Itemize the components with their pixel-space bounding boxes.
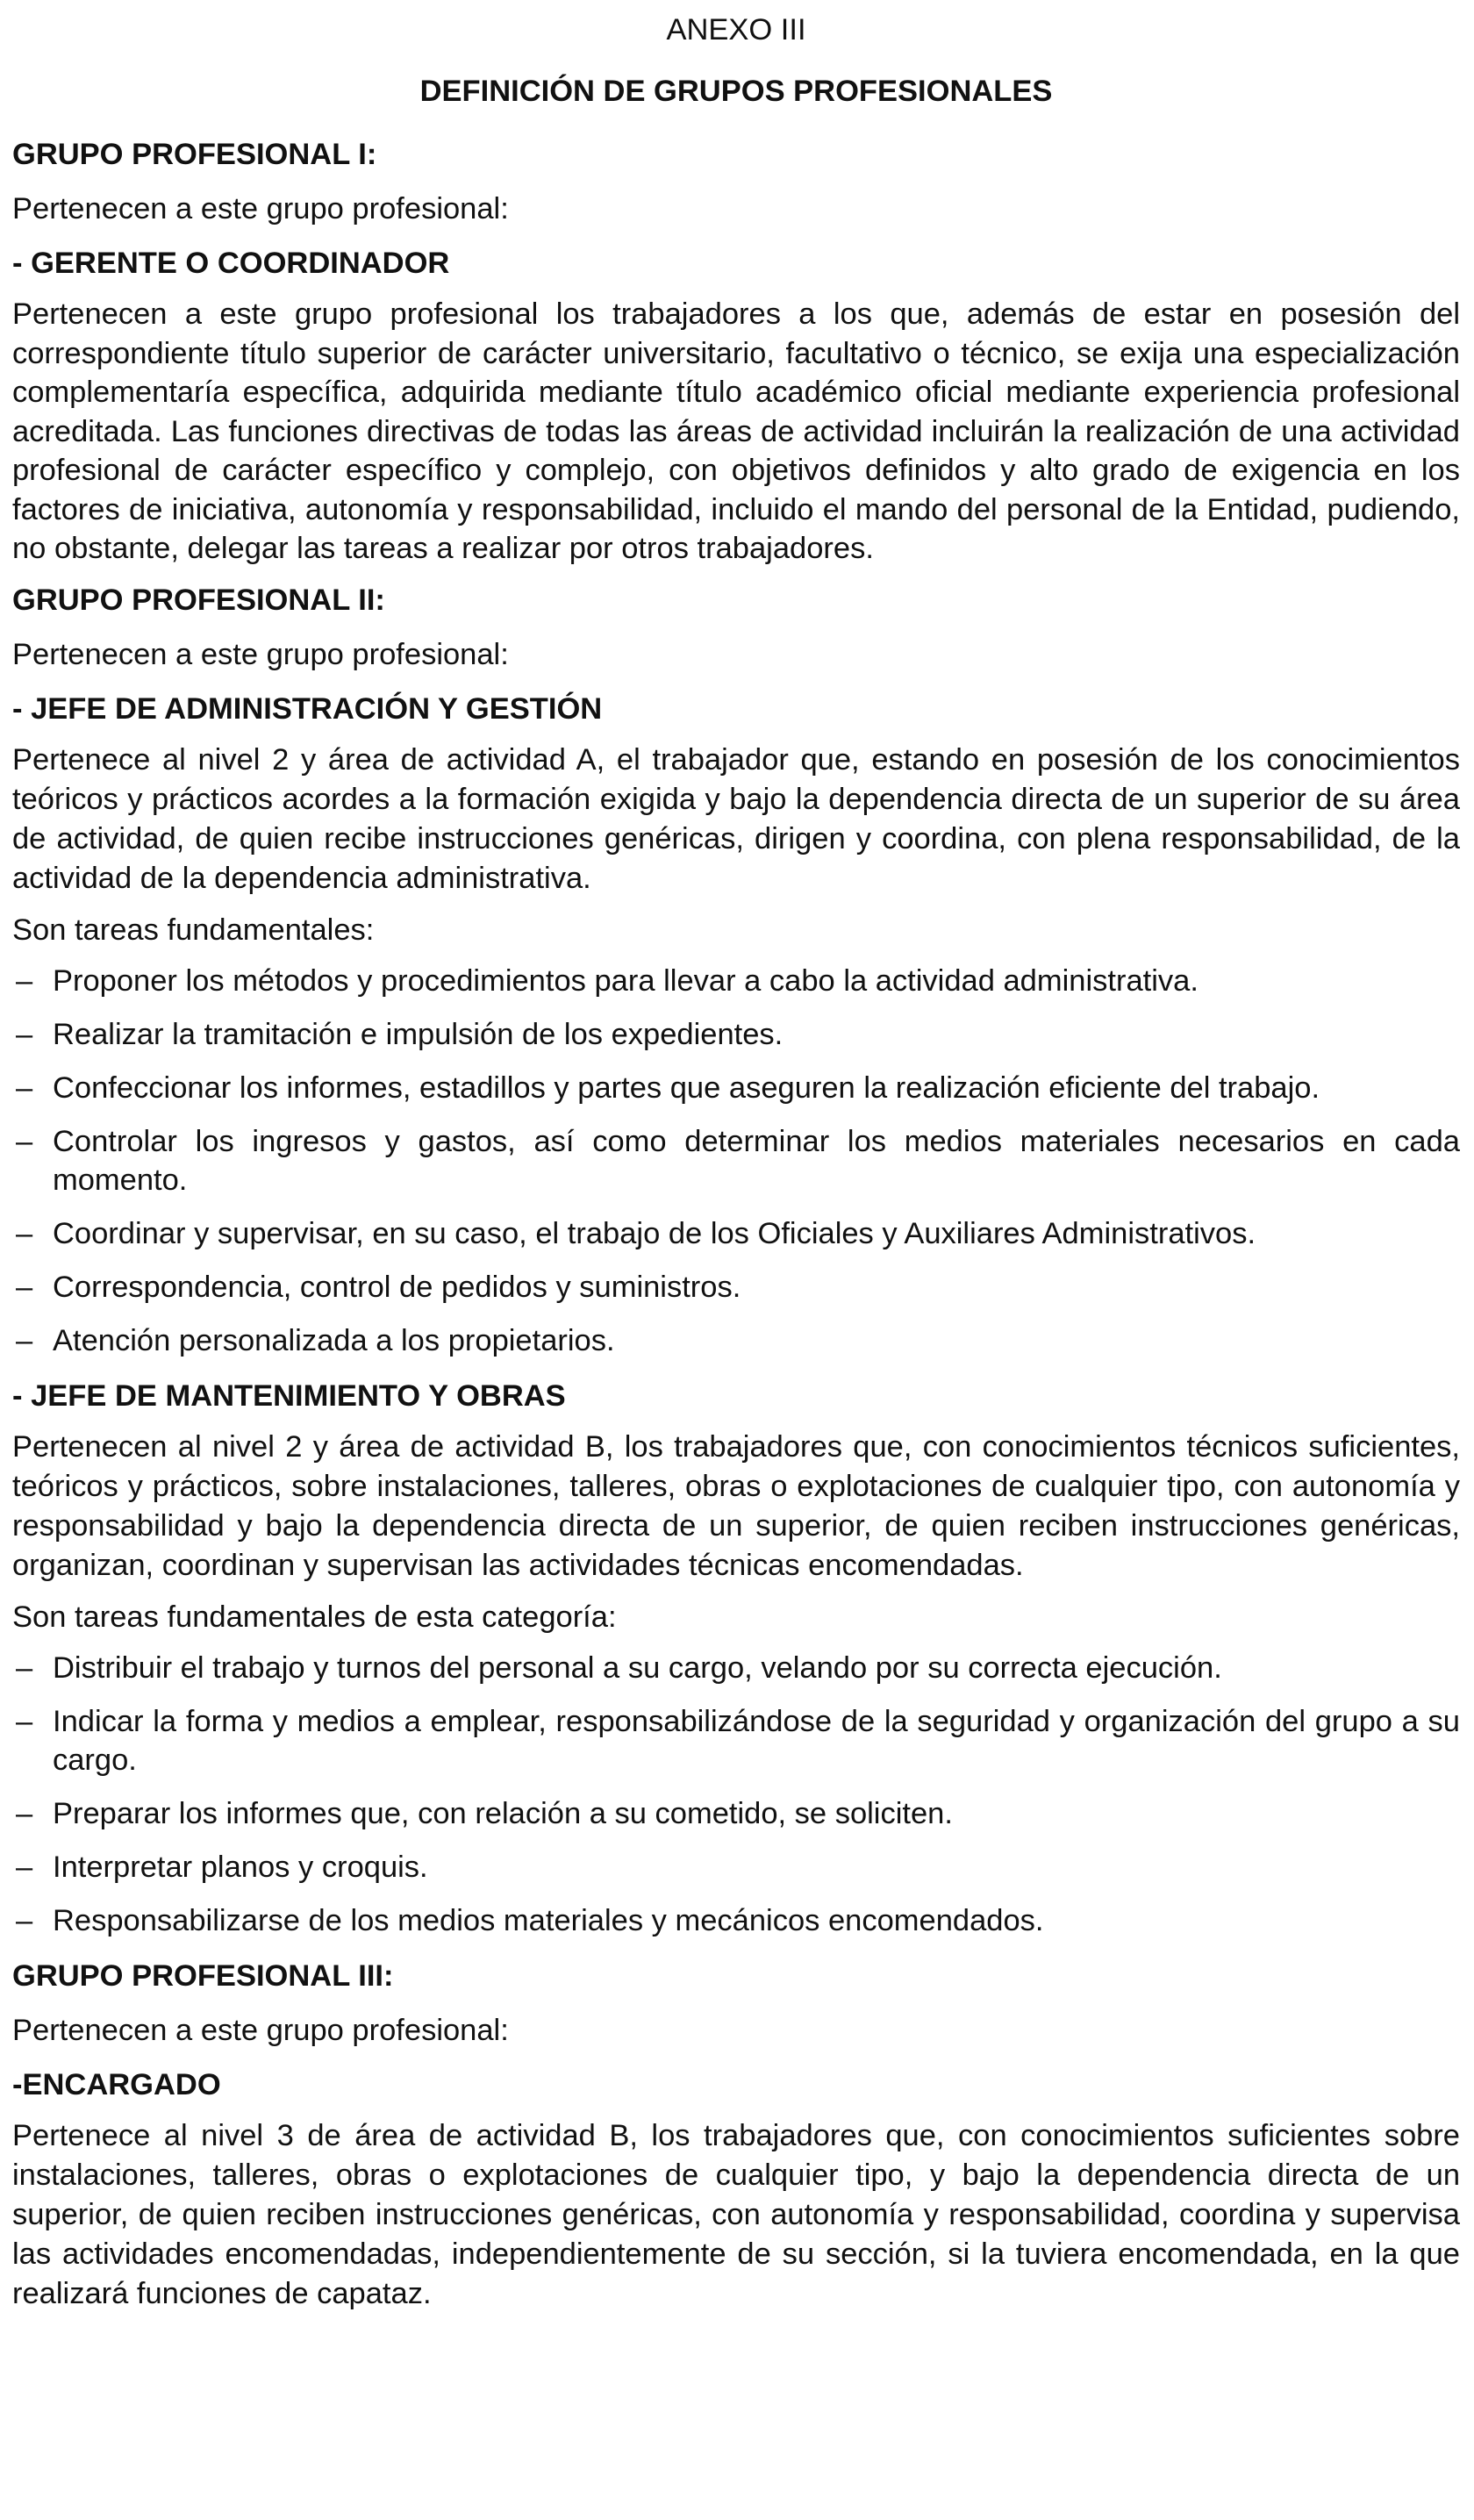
role-title: -ENCARGADO (12, 2067, 221, 2101)
task-text: Proponer los métodos y procedimientos para llevar a cabo la actividad administrativa. (53, 963, 1199, 998)
role-description: Pertenecen al nivel 2 y área de actividad B, los trabajadores que, con conocimientos técnicos suficientes, teóricos y prácticos, sobre instalaciones, talleres, obras o explotaciones de cualquier tipo, con autonomía y responsabilidad y bajo la dependencia directa de un superior, de quien reciben instrucciones genéricas, organizan, coordinan y supervisan las actividades técnicas encomendadas. (12, 1429, 1460, 1582)
list-item (12, 1901, 1460, 1940)
group-intro: Pertenecen a este grupo profesional: (12, 2013, 509, 2047)
task-text: Atención personalizada a los propietarios. (53, 1323, 615, 1357)
task-text: Controlar los ingresos y gastos, así como determinar los medios materiales necesarios en cada momento. (53, 1124, 1460, 1197)
dash-marker: – (16, 1903, 33, 1937)
group-title: GRUPO PROFESIONAL III: (12, 1958, 394, 1993)
task-list (12, 1649, 1460, 1940)
tasks-intro: Son tareas fundamentales de esta categoría: (12, 1600, 617, 1634)
task-text: Distribuir el trabajo y turnos del personal a su cargo, velando por su correcta ejecución. (53, 1650, 1222, 1685)
group-title: GRUPO PROFESIONAL I: (12, 138, 377, 171)
task-text: Confeccionar los informes, estadillos y partes que aseguren la realización eficiente del trabajo. (53, 1070, 1320, 1105)
role-title: - JEFE DE MANTENIMIENTO Y OBRAS (12, 1378, 566, 1413)
dash-marker: – (16, 1323, 33, 1357)
task-list (12, 962, 1460, 1360)
dash-marker: – (16, 1796, 33, 1830)
group-section-2 (12, 579, 1460, 1940)
list-item (12, 1268, 1460, 1307)
role-description: Pertenecen a este grupo profesional los trabajadores a los que, además de estar en posesión del correspondiente título superior de carácter universitario, facultativo o técnico, se exija una especialización complementaría específica, adquirida mediante título académico oficial mediante experiencia profesional acreditada. Las funciones directivas de todas las áreas de actividad incluirán la realización de una actividad profesional de carácter específico y complejo, con objetivos definidos y alto grado de exigencia en los factores de iniciativa, autonomía y responsabilidad, incluido el mando del personal de la Entidad, pudiendo, no obstante, delegar las tareas a realizar por otros trabajadores. (12, 297, 1460, 565)
role-description: Pertenece al nivel 3 de área de actividad B, los trabajadores que, con conocimientos suficientes sobre instalaciones, talleres, obras o explotaciones de cualquier tipo, y bajo la dependencia directa de un superior, de quien reciben instrucciones genéricas, con autonomía y responsabilidad, coordina y supervisa las actividades encomendadas, independientemente de su sección, si la tuviera encomendada, en la que realizará funciones de capataz. (12, 2118, 1460, 2310)
task-text: Interpretar planos y croquis. (53, 1850, 428, 1884)
group-intro: Pertenecen a este grupo profesional: (12, 192, 509, 226)
list-item (12, 1321, 1460, 1360)
dash-marker: – (16, 1124, 33, 1158)
task-text: Correspondencia, control de pedidos y suministros. (53, 1270, 741, 1304)
task-text: Coordinar y supervisar, en su caso, el trabajo de los Oficiales y Auxiliares Administrativos. (53, 1216, 1256, 1250)
role-title: - JEFE DE ADMINISTRACIÓN Y GESTIÓN (12, 691, 603, 726)
role-title: - GERENTE O COORDINADOR (12, 247, 450, 280)
list-item (12, 1794, 1460, 1833)
group-intro: Pertenecen a este grupo profesional: (12, 637, 509, 671)
task-text: Realizar la tramitación e impulsión de los expedientes. (53, 1017, 784, 1051)
list-item (12, 1214, 1460, 1253)
dash-marker: – (16, 963, 33, 998)
dash-marker: – (16, 1650, 33, 1685)
list-item (12, 1848, 1460, 1886)
group-section-1 (12, 133, 1460, 569)
task-text: Preparar los informes que, con relación a su cometido, se soliciten. (53, 1796, 953, 1830)
dash-marker: – (16, 1216, 33, 1250)
list-item (12, 1702, 1460, 1779)
list-item (12, 1649, 1460, 1687)
role-description: Pertenece al nivel 2 y área de actividad A, el trabajador que, estando en posesión de los conocimientos teóricos y prácticos acordes a la formación exigida y bajo la dependencia directa de un superior de su área de actividad, de quien recibe instrucciones genéricas, dirigen y coordina, con plena responsabilidad, de la actividad de la dependencia administrativa. (12, 742, 1460, 895)
group-title: GRUPO PROFESIONAL II: (12, 583, 385, 617)
list-item (12, 962, 1460, 1000)
list-item (12, 1015, 1460, 1054)
list-item (12, 1122, 1460, 1199)
dash-marker: – (16, 1850, 33, 1884)
document-title: DEFINICIÓN DE GRUPOS PROFESIONALES (419, 75, 1053, 108)
list-item (12, 1069, 1460, 1107)
tasks-intro: Son tareas fundamentales: (12, 913, 375, 947)
task-text: Responsabilizarse de los medios materiales y mecánicos encomendados. (53, 1903, 1044, 1937)
annex-heading: ANEXO III (666, 13, 806, 47)
dash-marker: – (16, 1017, 33, 1051)
dash-marker: – (16, 1704, 33, 1738)
group-section-3 (12, 1955, 1460, 2314)
dash-marker: – (16, 1270, 33, 1304)
dash-marker: – (16, 1070, 33, 1105)
task-text: Indicar la forma y medios a emplear, responsabilizándose de la seguridad y organización del grupo a su cargo. (53, 1704, 1460, 1777)
